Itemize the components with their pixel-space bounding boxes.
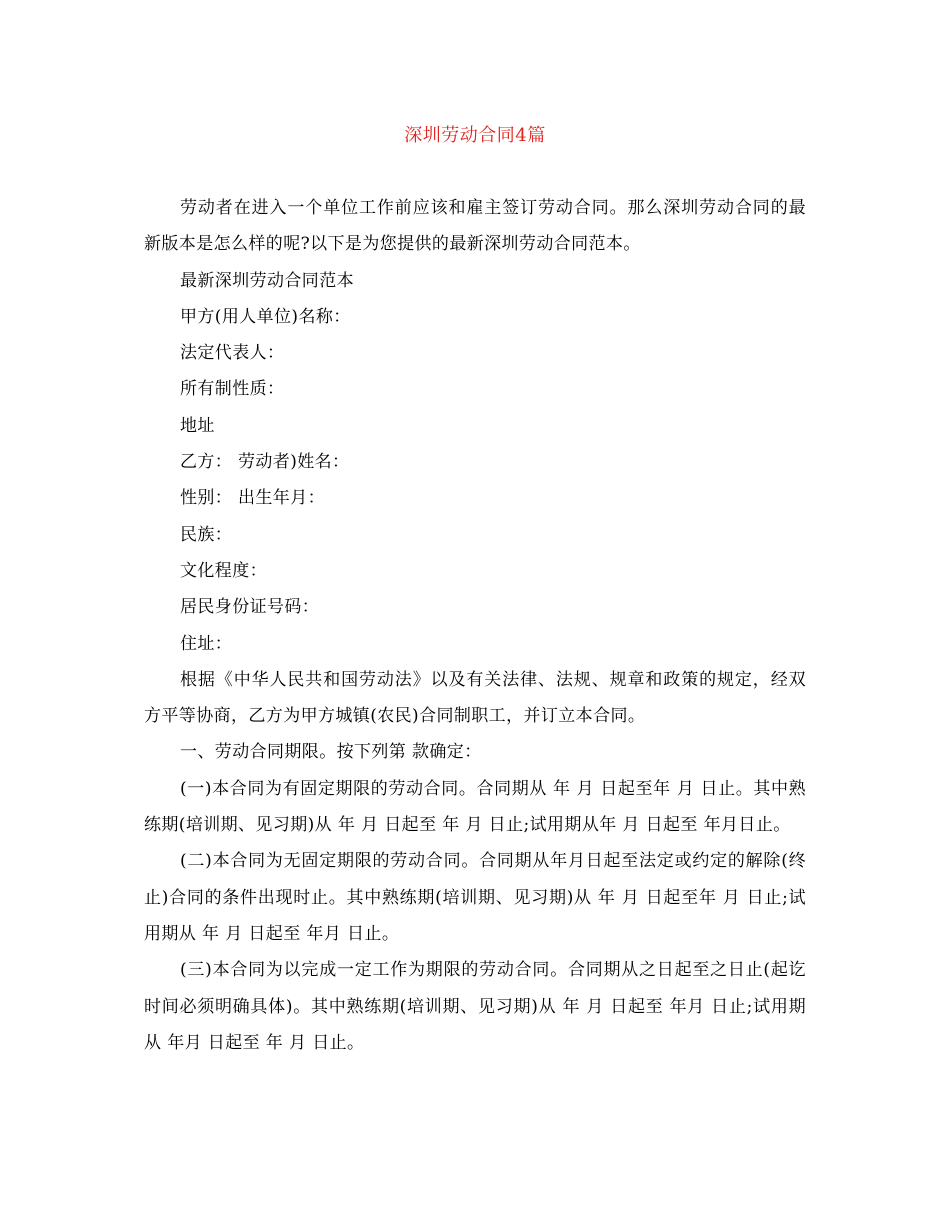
clause-task-based: (三)本合同为以完成一定工作为期限的劳动合同。合同期从之日起至之日止(起讫时间必须明确具体)。其中熟练期(培训期、见习期)从 年 月 日起至 年月 日止;试用期从 年月 日起至 年 月 日止。 — [144, 960, 806, 1053]
field-party-a-name: 甲方(用人单位)名称： — [180, 306, 351, 327]
field-id-number: 居民身份证号码： — [180, 597, 320, 618]
clause-open-ended: (二)本合同为无固定期限的劳动合同。合同期从年月日起至法定或约定的解除(终止)合同的条件出现时止。其中熟练期(培训期、见习期)从 年 月 日起至年 月 日止;试用期从 年 月 日起至 年月 日止。 — [144, 851, 806, 944]
field-education: 文化程度： — [180, 560, 267, 581]
field-residence: 住址： — [180, 633, 233, 654]
document-body — [144, 190, 806, 1061]
section-heading-contract-term: 一、劳动合同期限。按下列第 款确定： — [180, 742, 482, 763]
clause-fixed-term: (一)本合同为有固定期限的劳动合同。合同期从 年 月 日起至年 月 日止。其中熟练期(培训期、见习期)从 年 月 日起至 年 月 日止;试用期从年 月 日起至 年月日止。 — [144, 778, 806, 836]
field-ethnicity: 民族： — [180, 524, 233, 545]
field-ownership-type: 所有制性质： — [180, 379, 285, 400]
field-address: 地址 — [180, 415, 215, 436]
paragraph-legal-basis: 根据《中华人民共和国劳动法》以及有关法律、法规、规章和政策的规定，经双方平等协商，乙方为甲方城镇(农民)合同制职工，并订立本合同。 — [144, 669, 806, 727]
field-legal-representative: 法定代表人： — [180, 343, 285, 364]
field-gender-birth: 性别： 出生年月： — [180, 488, 326, 509]
document-title: 深圳劳动合同4篇 — [404, 125, 546, 146]
field-party-b-name: 乙方： 劳动者)姓名： — [180, 452, 350, 473]
paragraph-template-heading: 最新深圳劳动合同范本 — [180, 270, 354, 291]
paragraph-intro: 劳动者在进入一个单位工作前应该和雇主签订劳动合同。那么深圳劳动合同的最新版本是怎么样的呢?以下是为您提供的最新深圳劳动合同范本。 — [144, 198, 806, 255]
